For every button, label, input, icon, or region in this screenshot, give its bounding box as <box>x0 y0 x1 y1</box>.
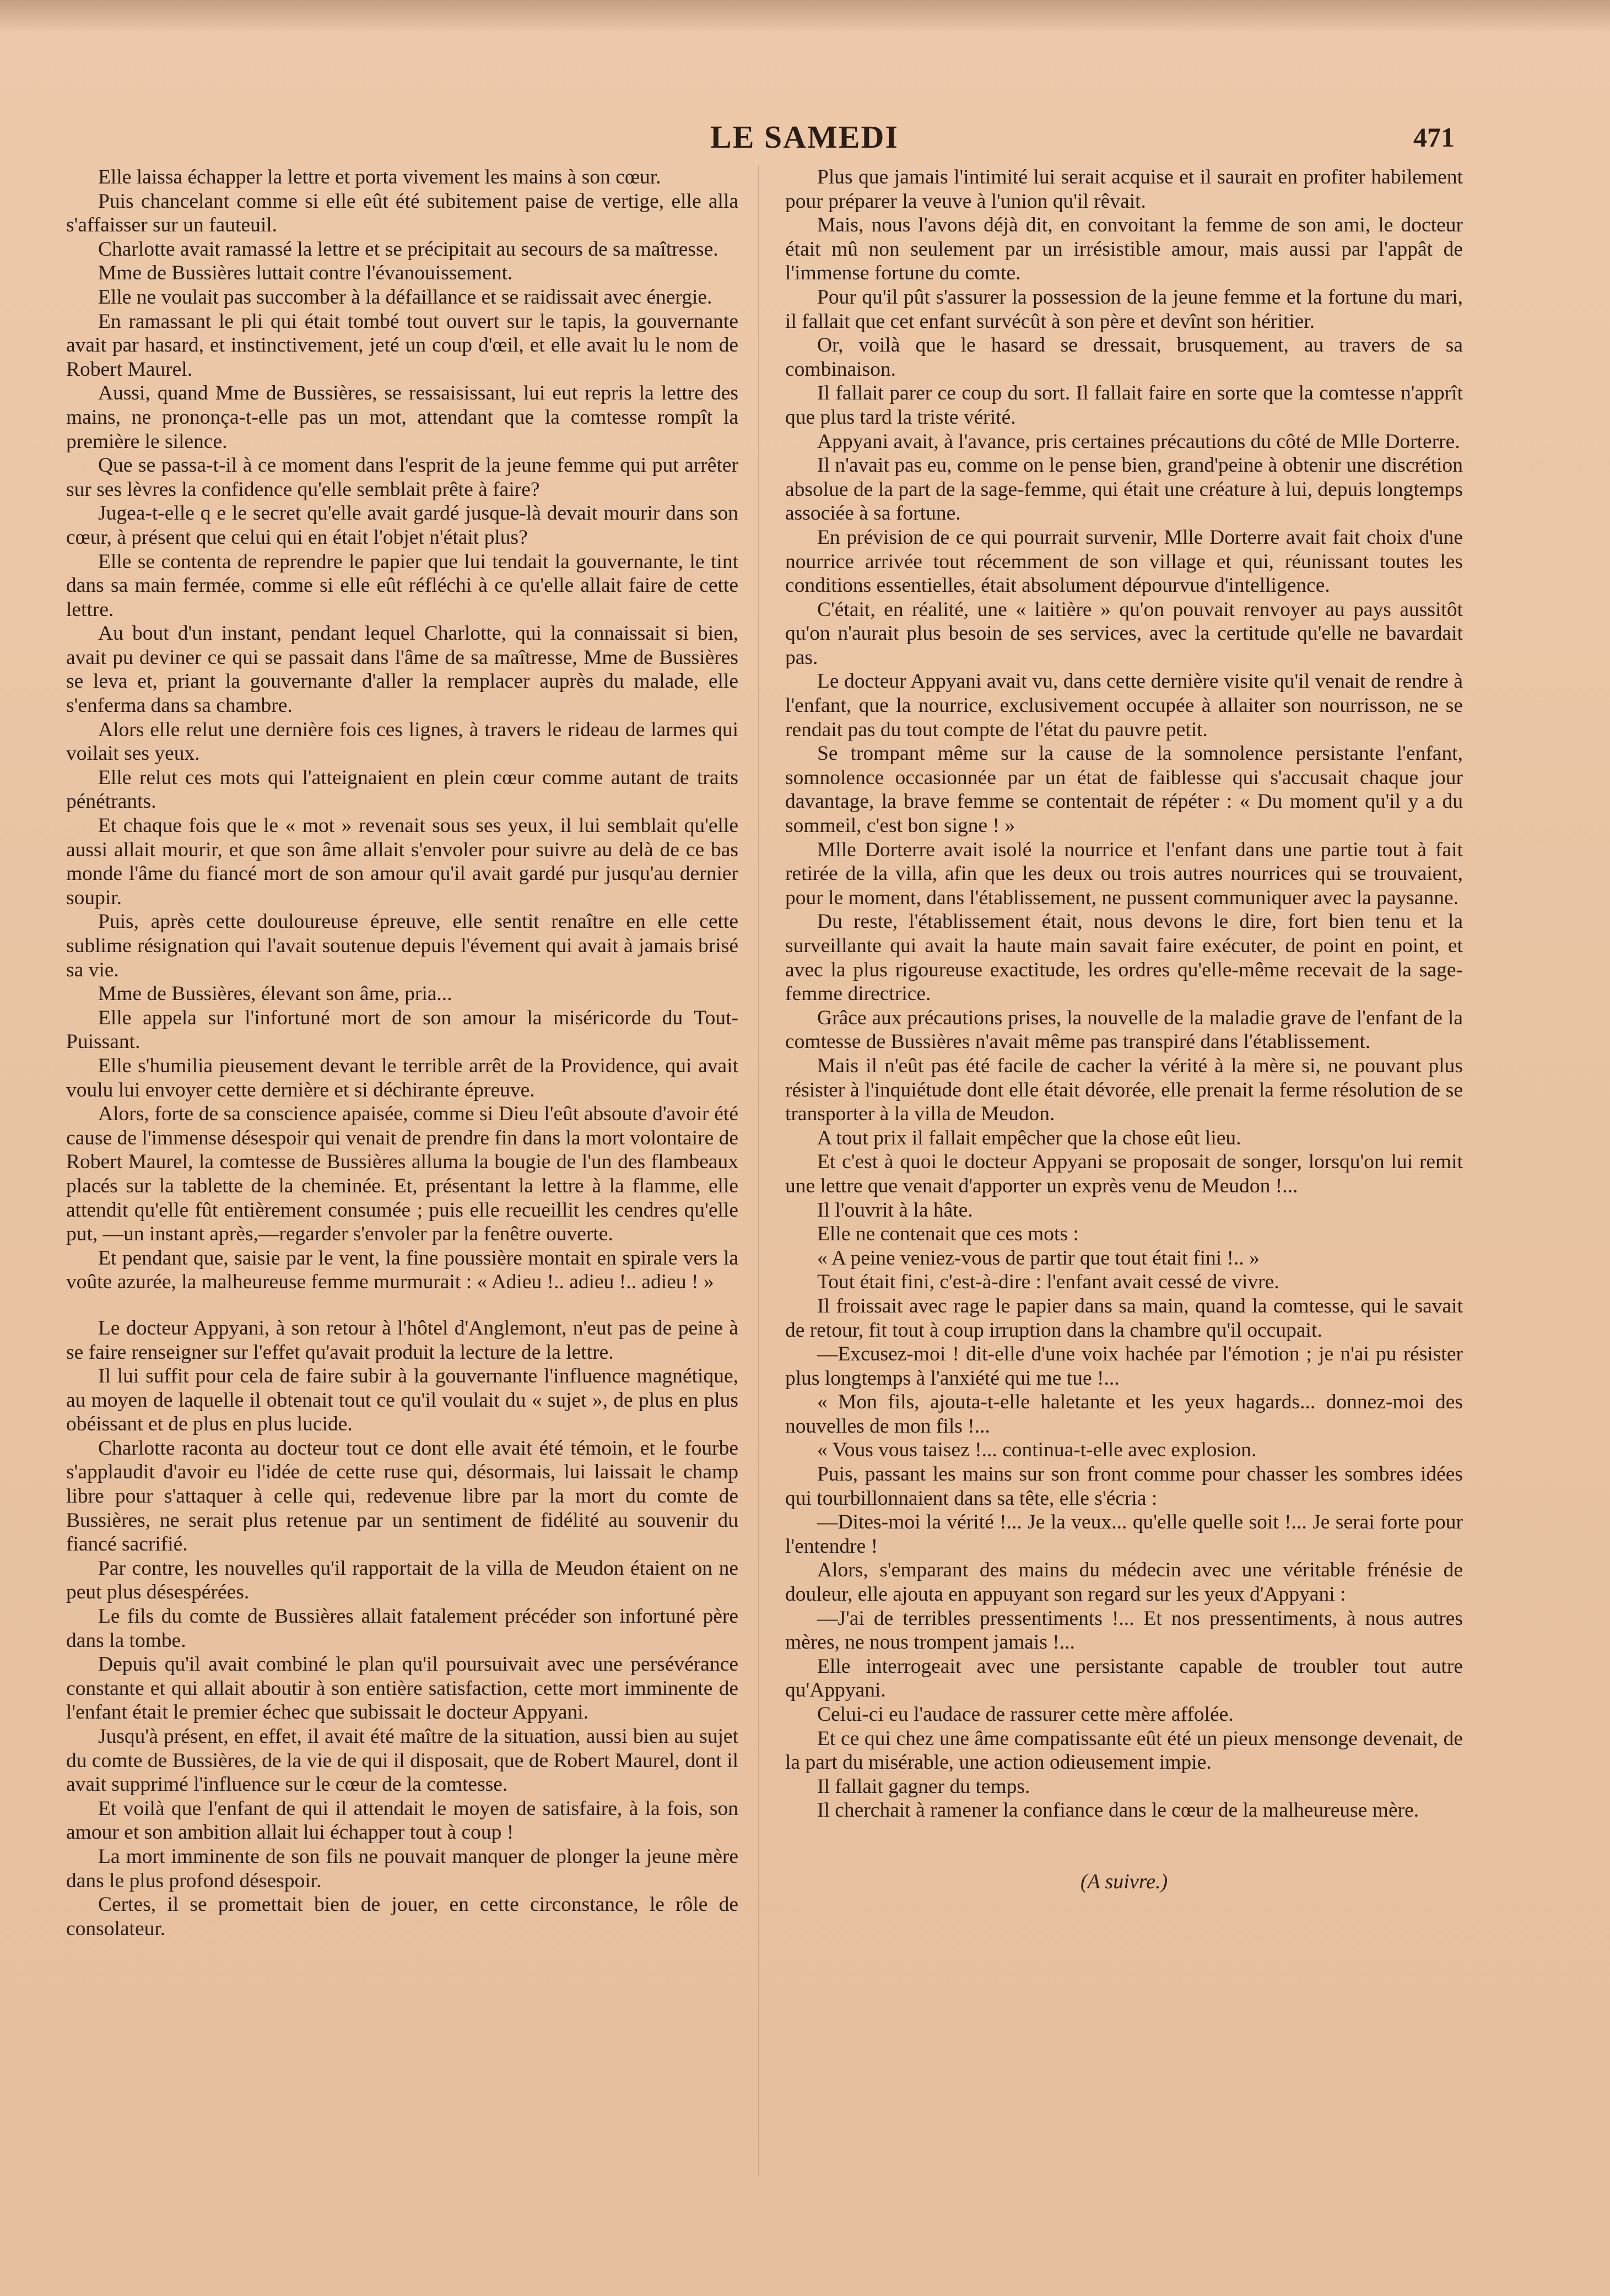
paragraph: Jugea-t-elle q e le secret qu'elle avait gardé jusque-là devait mourir dans son cœur, à présent que celui qui en était l'objet n'était plus? <box>66 502 738 549</box>
paragraph: —Excusez-moi ! dit-elle d'une voix hachée par l'émotion ; je n'ai pu résister plus longtemps à l'anxiété qui me tue !... <box>785 1343 1463 1390</box>
paragraph: Par contre, les nouvelles qu'il rapportait de la villa de Meudon étaient on ne peut plus désespérées. <box>66 1557 738 1604</box>
paragraph: Mlle Dorterre avait isolé la nourrice et l'enfant dans une partie tout à fait retirée de la villa, afin que les deux ou trois autres nourrices qui se trouvaient, pour le moment, dans l'établissement, ne pussent communiquer avec la paysanne. <box>785 838 1463 909</box>
paragraph: Il fallait gagner du temps. <box>817 1775 1030 1798</box>
paragraph: Et pendant que, saisie par le vent, la fine poussière montait en spirale vers la voûte azurée, la malheureuse femme murmurait : « Adieu !.. adieu !.. adieu ! » <box>66 1246 738 1294</box>
paragraph: Certes, il se promettait bien de jouer, en cette circonstance, le rôle de consolateur. <box>66 1893 738 1940</box>
page-edge-shadow <box>0 0 1610 33</box>
paragraph: Puis, passant les mains sur son front comme pour chasser les sombres idées qui tourbillonnaient dans sa tête, elle s'écria : <box>785 1463 1463 1510</box>
paragraph: Il l'ouvrit à la hâte. <box>817 1198 973 1222</box>
paragraph: Mais il n'eût pas été facile de cacher la vérité à la mère si, ne pouvant plus résister à l'inquiétude dont elle était dévorée, elle prenait la ferme résolution de se transporter à la villa de Meudon. <box>785 1054 1463 1126</box>
paragraph: Pour qu'il pût s'assurer la possession de la jeune femme et la fortune du mari, il fallait que cet enfant survécût à son père et devînt son héritier. <box>785 285 1463 333</box>
paragraph: Mme de Bussières luttait contre l'évanouissement. <box>98 262 513 285</box>
journal-title: LE SAMEDI <box>710 119 899 155</box>
paragraph: Elle ne contenait que ces mots : <box>817 1223 1079 1246</box>
paragraph: Et ce qui chez une âme compatissante eût été un pieux mensonge devenait, de la part du misérable, une action odieusement impie. <box>785 1727 1463 1774</box>
paragraph: Au bout d'un instant, pendant lequel Charlotte, qui la connaissait si bien, avait pu deviner ce qui se passait dans l'âme de sa maîtresse, Mme de Bussières se leva et, priant la gouvernante d'aller la remplacer auprès du malade, elle s'enferma dans sa chambre. <box>66 622 738 717</box>
paragraph: Mais, nous l'avons déjà dit, en convoitant la femme de son ami, le docteur était mû non seulement par un irrésistible amour, mais aussi par l'appât de l'immense fortune du comte. <box>785 214 1463 285</box>
column-divider <box>758 165 759 2176</box>
paragraph: La mort imminente de son fils ne pouvait manquer de plonger la jeune mère dans le plus profond désespoir. <box>66 1845 738 1892</box>
paragraph: Depuis qu'il avait combiné le plan qu'il poursuivait avec une persévérance constante et qui allait aboutir à son entière satisfaction, cette mort imminente de l'enfant était le premier échec que subissait le docteur Appyani. <box>66 1653 738 1724</box>
paragraph: Tout était fini, c'est-à-dire : l'enfant avait cessé de vivre. <box>817 1271 1279 1294</box>
paragraph: Il lui suffit pour cela de faire subir à la gouvernante l'influence magnétique, au moyen de laquelle il obtenait tout ce qu'il voulait du « sujet », de plus en plus obéissant et de plus en plus lucide. <box>66 1365 738 1436</box>
paragraph: Charlotte avait ramassé la lettre et se précipitait au secours de sa maîtresse. <box>98 237 718 261</box>
paragraph: « Mon fils, ajouta-t-elle haletante et les yeux hagards... donnez-moi des nouvelles de mon fils !... <box>785 1391 1463 1438</box>
paragraph: Elle se contenta de reprendre le papier que lui tendait la gouvernante, le tint dans sa main fermée, comme si elle eût réfléchi à ce qu'elle allait faire de cette lettre. <box>66 550 738 621</box>
paragraph: Aussi, quand Mme de Bussières, se ressaisissant, lui eut repris la lettre des mains, ne prononça-t-elle pas un mot, attendant que la comtesse rompît la première le silence. <box>66 382 738 453</box>
paragraph: Elle appela sur l'infortuné mort de son amour la miséricorde du Tout-Puissant. <box>66 1006 738 1054</box>
paragraph: —J'ai de terribles pressentiments !... Et nos pressentiments, à nous autres mères, ne nous trompent jamais !... <box>785 1607 1463 1654</box>
paragraph: —Dites-moi la vérité !... Je la veux... qu'elle quelle soit !... Je serai forte pour l'entendre ! <box>785 1511 1463 1558</box>
paragraph: Elle interrogeait avec une persistante capable de troubler tout autre qu'Appyani. <box>785 1655 1463 1702</box>
paragraph: Elle laissa échapper la lettre et porta vivement les mains à son cœur. <box>98 166 661 188</box>
paragraph: Se trompant même sur la cause de la somnolence persistante l'enfant, somnolence occasionnée par un état de faiblesse qui s'accusait chaque jour davantage, la brave femme se contentait de répéter : « Du moment qu'il y a du sommeil, c'est bon signe ! » <box>785 742 1463 838</box>
paragraph: Il fallait parer ce coup du sort. Il fallait faire en sorte que la comtesse n'apprît que plus tard la triste vérité. <box>785 382 1463 429</box>
paragraph: En ramassant le pli qui était tombé tout ouvert sur le tapis, la gouvernante avait par hasard, et instinctivement, jeté un coup d'œil, et elle avait lu le nom de Robert Maurel. <box>66 310 738 381</box>
to-be-continued: (A suivre.) <box>1080 1870 1168 1893</box>
paragraph: Puis, après cette douloureuse épreuve, elle sentit renaître en elle cette sublime résignation qui l'avait soutenue depuis l'évement qui avait à jamais brisé sa vie. <box>66 910 738 981</box>
paragraph: Jusqu'à présent, en effet, il avait été maître de la situation, aussi bien au sujet du comte de Bussières, de la vie de qui il disposait, que de Robert Maurel, dont il avait supprimé l'influence sur le cœur de la comtesse. <box>66 1725 738 1796</box>
paragraph: Du reste, l'établissement était, nous devons le dire, fort bien tenu et la surveillante qui avait la haute main savait faire exécuter, de point en point, et avec la plus rigoureuse exactitude, les ordres qu'elle-même recevait de la sage-femme directrice. <box>785 910 1463 1006</box>
paragraph: Mme de Bussières, élevant son âme, pria... <box>98 982 452 1006</box>
page-number: 471 <box>1413 122 1455 153</box>
paragraph: Que se passa-t-il à ce moment dans l'esprit de la jeune femme qui put arrêter sur ses lèvres la confidence qu'elle semblait prête à faire? <box>66 454 738 501</box>
paragraph: A tout prix il fallait empêcher que la chose eût lieu. <box>817 1126 1241 1149</box>
paragraph: Il cherchait à ramener la confiance dans le cœur de la malheureuse mère. <box>817 1799 1419 1822</box>
paragraph: Charlotte raconta au docteur tout ce dont elle avait été témoin, et le fourbe s'applaudit d'avoir eu l'idée de cette ruse qui, désormais, lui laissait le champ libre pour s'attaquer à celle qui, redevenue libre par la mort du comte de Bussières, ne serait plus retenue par un sentiment de fidélité au souvenir du fiancé sacrifié. <box>66 1436 738 1556</box>
paragraph-section-start: Le docteur Appyani, à son retour à l'hôtel d'Anglemont, n'eut pas de peine à se faire renseigner sur l'effet qu'avait produit la lecture de la lettre. <box>66 1316 738 1364</box>
paragraph: Elle ne voulait pas succomber à la défaillance et se raidissait avec énergie. <box>98 285 712 309</box>
paragraph: Alors, forte de sa conscience apaisée, comme si Dieu l'eût absoute d'avoir été cause de l'immense désespoir qui venait de prendre fin dans la mort volontaire de Robert Maurel, la comtesse de Bussières alluma la bougie de l'un des flambeaux placés sur la tablette de la cheminée. Et, présentant la lettre à la flamme, elle attendit qu'elle fût entièrement consumée ; puis elle recueillit les cendres qu'elle put, —un instant après,—regarder s'envoler par la fenêtre ouverte. <box>66 1103 738 1246</box>
paragraph: Elle relut ces mots qui l'atteignaient en plein cœur comme autant de traits pénétrants. <box>66 766 738 813</box>
paragraph: Et c'est à quoi le docteur Appyani se proposait de songer, lorsqu'on lui remit une lettre que venait d'apporter un exprès venu de Meudon !... <box>785 1150 1463 1197</box>
paragraph: Il n'avait pas eu, comme on le pense bien, grand'peine à obtenir une discrétion absolue de la part de la sage-femme, qui était une créature à lui, depuis longtemps associée à sa fortune. <box>785 454 1463 525</box>
paragraph: Plus que jamais l'intimité lui serait acquise et il saurait en profiter habilement pour préparer la veuve à l'union qu'il rêvait. <box>785 166 1463 213</box>
paragraph: Le fils du comte de Bussières allait fatalement précéder son infortuné père dans la tombe. <box>66 1605 738 1652</box>
paragraph: Celui-ci eu l'audace de rassurer cette mère affolée. <box>817 1703 1234 1726</box>
paragraph: C'était, en réalité, une « laitière » qu'on pouvait renvoyer au pays aussitôt qu'on n'aurait plus besoin de ses services, avec la certitude qu'elle ne bavardait pas. <box>785 598 1463 669</box>
paragraph: Elle s'humilia pieusement devant le terrible arrêt de la Providence, qui avait voulu lui envoyer cette dernière et si déchirante épreuve. <box>66 1054 738 1101</box>
page-header <box>0 113 1610 157</box>
paragraph: « Vous vous taisez !... continua-t-elle avec explosion. <box>817 1439 1257 1462</box>
paragraph: « A peine veniez-vous de partir que tout était fini !.. » <box>817 1246 1260 1269</box>
paragraph: Appyani avait, à l'avance, pris certaines précautions du côté de Mlle Dorterre. <box>817 430 1460 453</box>
paragraph: Et voilà que l'enfant de qui il attendait le moyen de satisfaire, à la fois, son amour et son ambition allait lui échapper tout à coup ! <box>66 1797 738 1844</box>
right-column <box>785 165 1463 2176</box>
paragraph: Alors, s'emparant des mains du médecin avec une véritable frénésie de douleur, elle ajouta en appuyant son regard sur les yeux d'Appyani : <box>785 1559 1463 1606</box>
paragraph: Puis chancelant comme si elle eût été subitement paise de vertige, elle alla s'affaisser sur un fauteuil. <box>66 190 738 237</box>
paragraph: Grâce aux précautions prises, la nouvelle de la maladie grave de l'enfant de la comtesse de Bussières n'avait même pas transpiré dans l'établissement. <box>785 1006 1463 1054</box>
paragraph: En prévision de ce qui pourrait survenir, Mlle Dorterre avait fait choix d'une nourrice arrivée tout récemment de son village et qui, réunissant toutes les conditions essentielles, était absolument dépourvue d'intelligence. <box>785 526 1463 597</box>
paragraph: Or, voilà que le hasard se dressait, brusquement, au travers de sa combinaison. <box>785 334 1463 381</box>
paragraph: Le docteur Appyani avait vu, dans cette dernière visite qu'il venait de rendre à l'enfant, que la nourrice, exclusivement occupée à allaiter son nourrisson, ne se rendait pas du tout compte de l'état du pauvre petit. <box>785 670 1463 741</box>
paragraph: Il froissait avec rage le papier dans sa main, quand la comtesse, qui le savait de retour, fit tout à coup irruption dans la chambre qu'il occupait. <box>785 1294 1463 1342</box>
left-column <box>66 165 738 2176</box>
paragraph: Alors elle relut une dernière fois ces lignes, à travers le rideau de larmes qui voilait ses yeux. <box>66 718 738 765</box>
paragraph: Et chaque fois que le « mot » revenait sous ses yeux, il lui semblait qu'elle aussi allait mourir, et que son âme allait s'envoler pour suivre au delà de ce bas monde l'âme du fiancé mort de son amour qu'il avait gardé pur jusqu'au dernier soupir. <box>66 814 738 909</box>
